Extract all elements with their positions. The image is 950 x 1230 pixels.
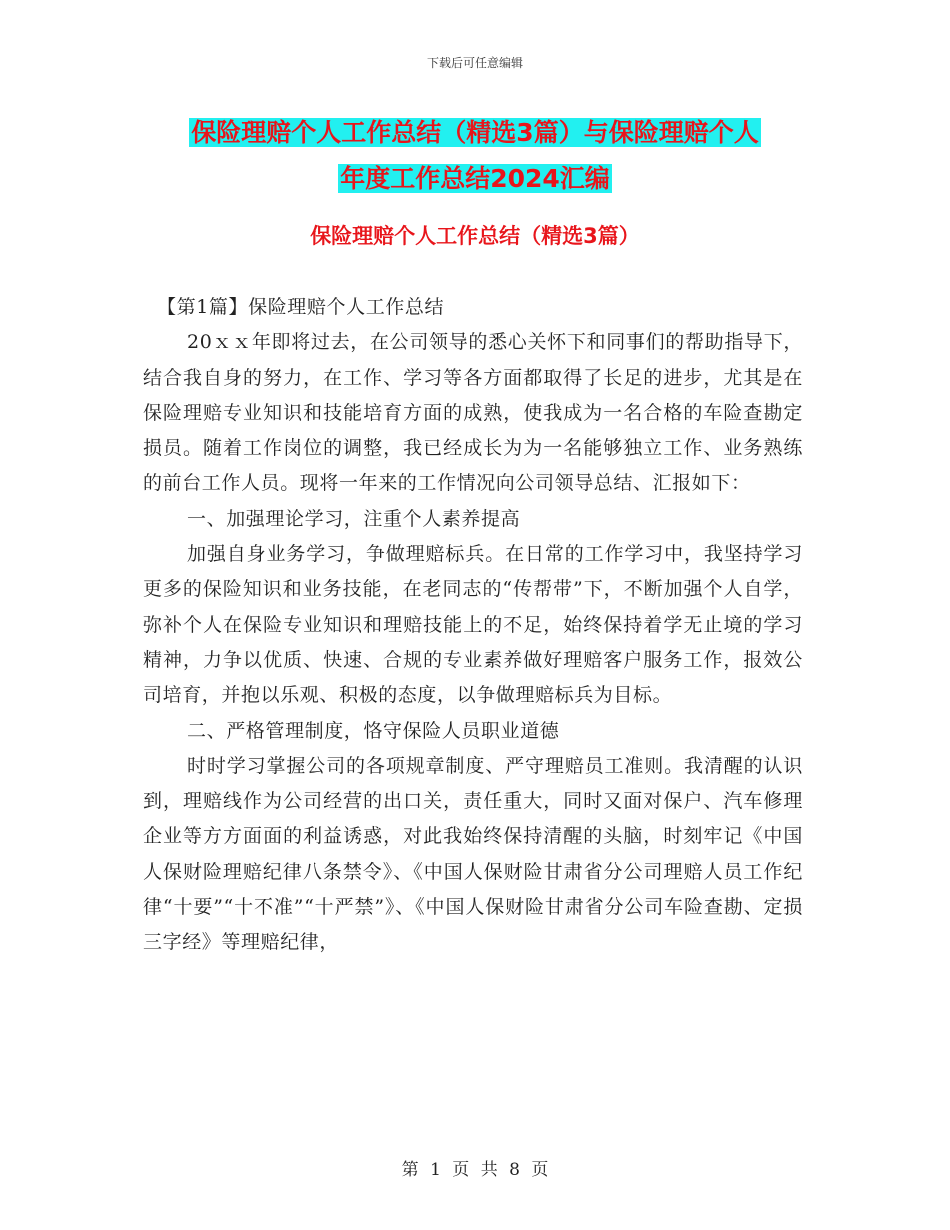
paragraph-discipline: 时时学习掌握公司的各项规章制度、严守理赔员工准则。我清醒的认识到，理赔线作为公司经营的出口关，责任重大，同时又面对保户、汽车修理企业等方方面面的利益诱惑，对此我始终保持清醒的头脑，时刻牢记《中国人保财险理赔纪律八条禁令》、《中国人保财险甘肃省分公司理赔人员工作纪律“十要”“十不准”“十严禁”》、《中国人保财险甘肃省分公司车险查勘、定损三字经》等理赔纪律， xyxy=(143,754,803,954)
main-title-line-2: 年度工作总结2024汇编 xyxy=(340,164,610,193)
header-note: 下载后可任意编辑 xyxy=(426,56,523,70)
body-text xyxy=(143,290,803,961)
section-title: 保险理赔个人工作总结（精选3篇） xyxy=(310,224,640,248)
main-title-line-1: 保险理赔个人工作总结（精选3篇）与保险理赔个人 xyxy=(191,118,759,147)
page-footer: 第 1 页 共 8 页 xyxy=(401,1160,549,1180)
heading-two: 二、严格管理制度，恪守保险人员职业道德 xyxy=(187,719,560,742)
paragraph-study: 加强自身业务学习，争做理赔标兵。在日常的工作学习中，我坚持学习更多的保险知识和业务技能，在老同志的“传帮带”下，不断加强个人自学，弥补个人在保险专业知识和理赔技能上的不足，始终保持着学无止境的学习精神，力争以优质、快速、合规的专业素养做好理赔客户服务工作，报效公司培育，并抱以乐观、积极的态度，以争做理赔标兵为目标。 xyxy=(143,543,803,707)
main-title xyxy=(0,110,950,202)
paragraph-intro: 20ｘｘ年即将过去，在公司领导的悉心关怀下和同事们的帮助指导下，结合我自身的努力，在工作、学习等各方面都取得了长足的进步，尤其是在保险理赔专业知识和技能培育方面的成熟，使我成为一名合格的车险查勘定损员。随着工作岗位的调整，我已经成长为为一名能够独立工作、业务熟练的前台工作人员。现将一年来的工作情况向公司领导总结、汇报如下： xyxy=(143,331,803,495)
heading-one: 一、加强理论学习，注重个人素养提高 xyxy=(187,507,521,530)
piece-heading: 【第1篇】保险理赔个人工作总结 xyxy=(157,296,445,318)
